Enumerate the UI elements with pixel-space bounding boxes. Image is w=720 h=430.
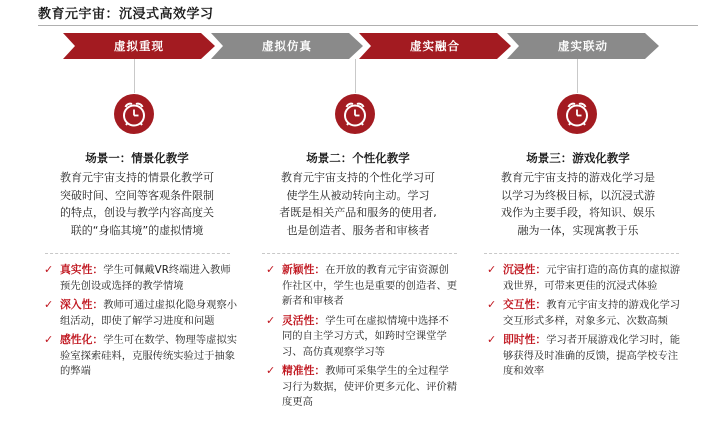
desc-line: 联的“身临其境”的虚拟情境 — [70, 223, 204, 237]
check-icon: ✓ — [487, 263, 497, 276]
feature-item — [44, 262, 239, 294]
desc-line: 的特点，创设与教学内容高度关 — [60, 206, 214, 219]
feature-key: 沉浸性： — [503, 263, 547, 276]
alarm-clock-icon — [113, 93, 155, 135]
scene-3-features — [487, 262, 682, 383]
desc-line: 教育元宇宙支持的个性化学习可 — [281, 171, 435, 184]
section-divider — [262, 253, 457, 255]
feature-item — [266, 313, 458, 361]
page-title: 教育元宇宙：沉浸式高效学习 — [38, 7, 214, 22]
feature-item — [487, 332, 682, 380]
desc-line: 教育元宇宙支持的情景化教学可 — [60, 171, 214, 184]
stage-chevron-3 — [359, 33, 511, 59]
stage-chevron-2 — [211, 33, 363, 59]
title-divider — [38, 25, 698, 26]
feature-key: 真实性： — [60, 263, 104, 276]
stage-label: 虚拟重现 — [114, 39, 164, 53]
feature-text: 学生可在虚拟情境中选择不同的自主学习方式，如跨时空课堂学习、高仿真观察学习等 — [282, 314, 449, 358]
scene-1-summary — [48, 150, 226, 239]
scene-description — [263, 169, 453, 239]
scene-3-summary — [488, 150, 668, 239]
feature-text: 教师可通过虚拟化隐身观察小组活动，即使了解学习进度和问题 — [60, 299, 238, 327]
scene-title: 场景二：个性化教学 — [306, 151, 410, 165]
feature-key: 即时性： — [503, 333, 547, 346]
desc-line: 戏作为主要手段，将知识、娱乐 — [501, 206, 655, 219]
scene-description — [488, 169, 668, 239]
feature-item — [44, 297, 239, 329]
feature-key: 深入性： — [60, 298, 104, 311]
feature-item — [266, 262, 458, 310]
check-icon: ✓ — [44, 263, 54, 276]
stage-label: 虚实融合 — [410, 39, 460, 53]
feature-key: 交互性： — [503, 298, 547, 311]
scene-1-features — [44, 262, 239, 383]
feature-text: 教育元宇宙支持的游戏化学习交互形式多样，对象多元、次数高频 — [503, 299, 681, 327]
check-icon: ✓ — [266, 263, 276, 276]
desc-line: 突破时间、空间等客观条件限制 — [60, 188, 214, 202]
desc-line: 教育元宇宙支持的游戏化学习是 — [501, 171, 655, 184]
feature-text: 教师可采集学生的全过程学习行为数据，使评价更多元化、评价精度更高 — [282, 365, 458, 408]
scene-2-summary — [263, 150, 453, 239]
scene-2-features — [266, 262, 458, 414]
feature-key: 灵活性： — [282, 313, 326, 327]
connector-line — [134, 59, 135, 93]
scene-title: 场景三：游戏化教学 — [526, 151, 630, 165]
desc-line: 以学习为终极目标，以沉浸式游 — [501, 188, 655, 202]
stage-chevron-4 — [507, 33, 659, 59]
stage-chevron-1 — [63, 33, 215, 59]
feature-key: 精准性： — [282, 364, 326, 377]
check-icon: ✓ — [487, 298, 497, 311]
connector-line — [355, 59, 356, 93]
feature-item — [487, 297, 682, 329]
check-icon: ✓ — [44, 333, 54, 346]
feature-text: 学习者开展游戏化学习时，能够获得及时准确的反馈，提高学校专注度和效率 — [503, 334, 681, 377]
desc-line: 使学生从被动转向主动。学习 — [286, 188, 430, 202]
feature-key: 感性化： — [60, 333, 104, 346]
feature-key: 新颖性： — [282, 263, 326, 276]
feature-item — [44, 332, 239, 380]
scene-title: 场景一：情景化教学 — [85, 151, 189, 165]
feature-text: 在开放的教育元宇宙资源创作社区中，学生也是重要的创造者、更新者和审核者 — [282, 264, 458, 307]
scene-description — [48, 169, 226, 239]
feature-text: 学生可佩戴VR终端进入教师预先创设或选择的教学情境 — [60, 264, 231, 292]
desc-line: 融为一体，实现寓教于乐 — [517, 223, 639, 237]
alarm-clock-icon — [556, 93, 598, 135]
feature-text: 元宇宙打造的高仿真的虚拟游戏世界，可带来更佳的沉浸式体验 — [503, 264, 681, 292]
feature-text: 学生可在数学、物理等虚拟实验室探索硅料，克服传统实验过于抽象的弊端 — [60, 334, 238, 377]
section-divider — [484, 253, 679, 255]
desc-line: 也是创造者、服务者和审核者 — [286, 223, 430, 237]
check-icon: ✓ — [44, 298, 54, 311]
stage-label: 虚实联动 — [558, 39, 608, 53]
desc-line: 者既是相关产品和服务的使用者, — [279, 206, 437, 219]
check-icon: ✓ — [266, 364, 276, 377]
check-icon: ✓ — [266, 313, 276, 327]
stage-label: 虚拟仿真 — [262, 39, 312, 53]
feature-item — [487, 262, 682, 294]
connector-line — [577, 59, 578, 93]
section-divider — [45, 253, 230, 255]
feature-item — [266, 363, 458, 411]
check-icon: ✓ — [487, 333, 497, 346]
alarm-clock-icon — [334, 93, 376, 135]
